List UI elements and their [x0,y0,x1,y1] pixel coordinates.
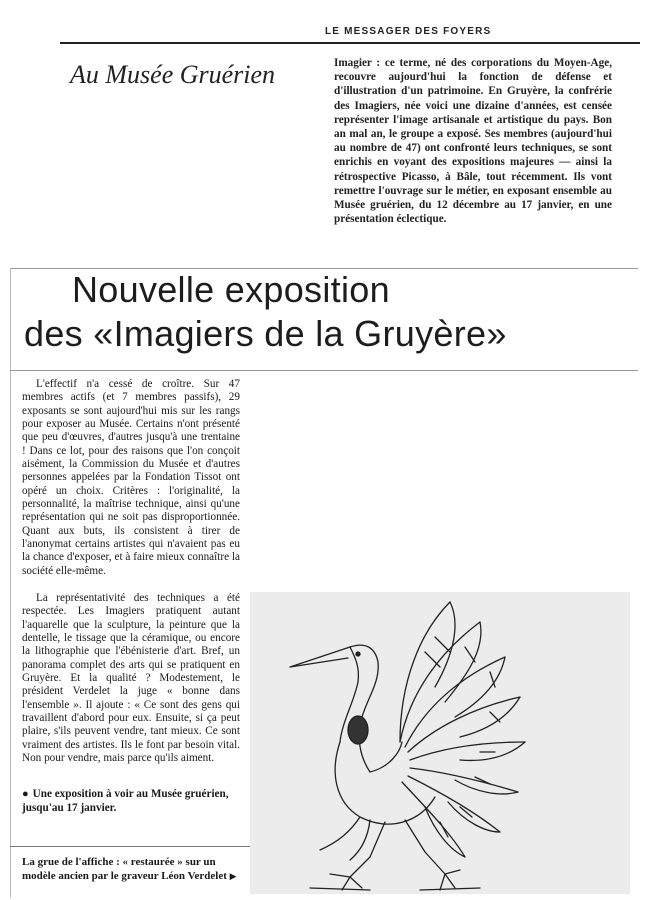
article-chapo: Imagier : ce terme, né des corporations du Moyen-Age, recouvre aujourd'hui la fonction de défense et d'illustration d'un patrimoine. En Gruyère, la confrérie des Imagiers, née voici une dizaine d'années, est censée représenter l'image artisanale et artistique du pays. Bon an mal an, le groupe a exposé. Ses membres (aujourd'hui au nombre de 47) ont confronté leurs techniques, se sont enrichis en voyant des expositions majeures — ainsi la rétrospective Picasso, à Bâle, tout récemment. Ils vont remettre l'ouvrage sur le métier, en exposant ensemble au Musée gruérien, du 12 décembre au 17 janvier, en une présentation éclectique. [334,57,612,226]
body-column-part-2 [22,592,240,765]
newspaper-name: LE MESSAGER DES FOYERS [325,26,492,37]
image-caption-text: La grue de l'affiche : « restaurée » sur un modèle ancien par le graveur Léon Verdelet [22,856,227,882]
arrow-right-icon: ▶ [229,870,237,881]
body-paragraph: L'effectif n'a cessé de croître. Sur 47 membres actifs (et 7 membres passifs), 29 exposants se sont aujourd'hui mis sur les rangs pour exposer au Musée. Certains n'ont présenté que peu d'œuvres, d'autres jusqu'à une trentaine ! Dans ce lot, pour des raisons que l'on conçoit aisément, la Commission du Musée et d'autres personnes appelées par la Fondation Tissot ont opéré un choix. Critères : l'originalité, la personnalité, la maîtrise technique, ainsi qu'une représentation qui ne soit pas disproportionnée. Quant aux buts, ils consistent à tirer de l'anonymat certains artistes qui n'avaient pas eu la chance d'exposer, et à faire mieux connaître la société elle-même. [22,378,240,577]
image-caption [22,856,237,883]
crane-drawing-icon [250,592,630,894]
headline [24,268,648,356]
body-paragraph: La représentativité des techniques a été respectée. Les Imagiers pratiquent autant l'aquarelle que la sculpture, la peinture que la dentelle, le tissage que la céramique, ou encore la lithographie que l'ébénisterie d'art. Bref, un panorama complet des arts qui se pratiquent en Gruyère. Et la qualité ? Modestement, le président Verdelet la juge « bonne dans l'ensemble ». Il ajoute : « Ce sont des gens qui travaillent d'abord pour eux. Ensuite, si ça peut plaire, s'ils peuvent vendre, tant mieux. Ce sont vraiment des artistes. Ils le font par besoin vital. Non pour vendre, mais parce qu'ils aiment. [22,592,240,765]
bullet-icon: ● [22,788,29,800]
headline-line-1: Nouvelle exposition [72,269,390,310]
clipping-left-edge [10,268,11,898]
exhibition-note [22,788,240,815]
body-column-part-1 [22,378,240,578]
exhibition-note-text: Une exposition à voir au Musée gruérien, jusqu'au 17 janvier. [22,788,229,814]
crane-illustration [250,592,630,894]
headline-bottom-rule [10,370,638,371]
article-kicker: Au Musée Gruérien [70,60,276,89]
masthead-rule [60,42,640,44]
caption-rule [10,846,250,847]
headline-line-2: des «Imagiers de la Gruyère» [24,313,507,354]
